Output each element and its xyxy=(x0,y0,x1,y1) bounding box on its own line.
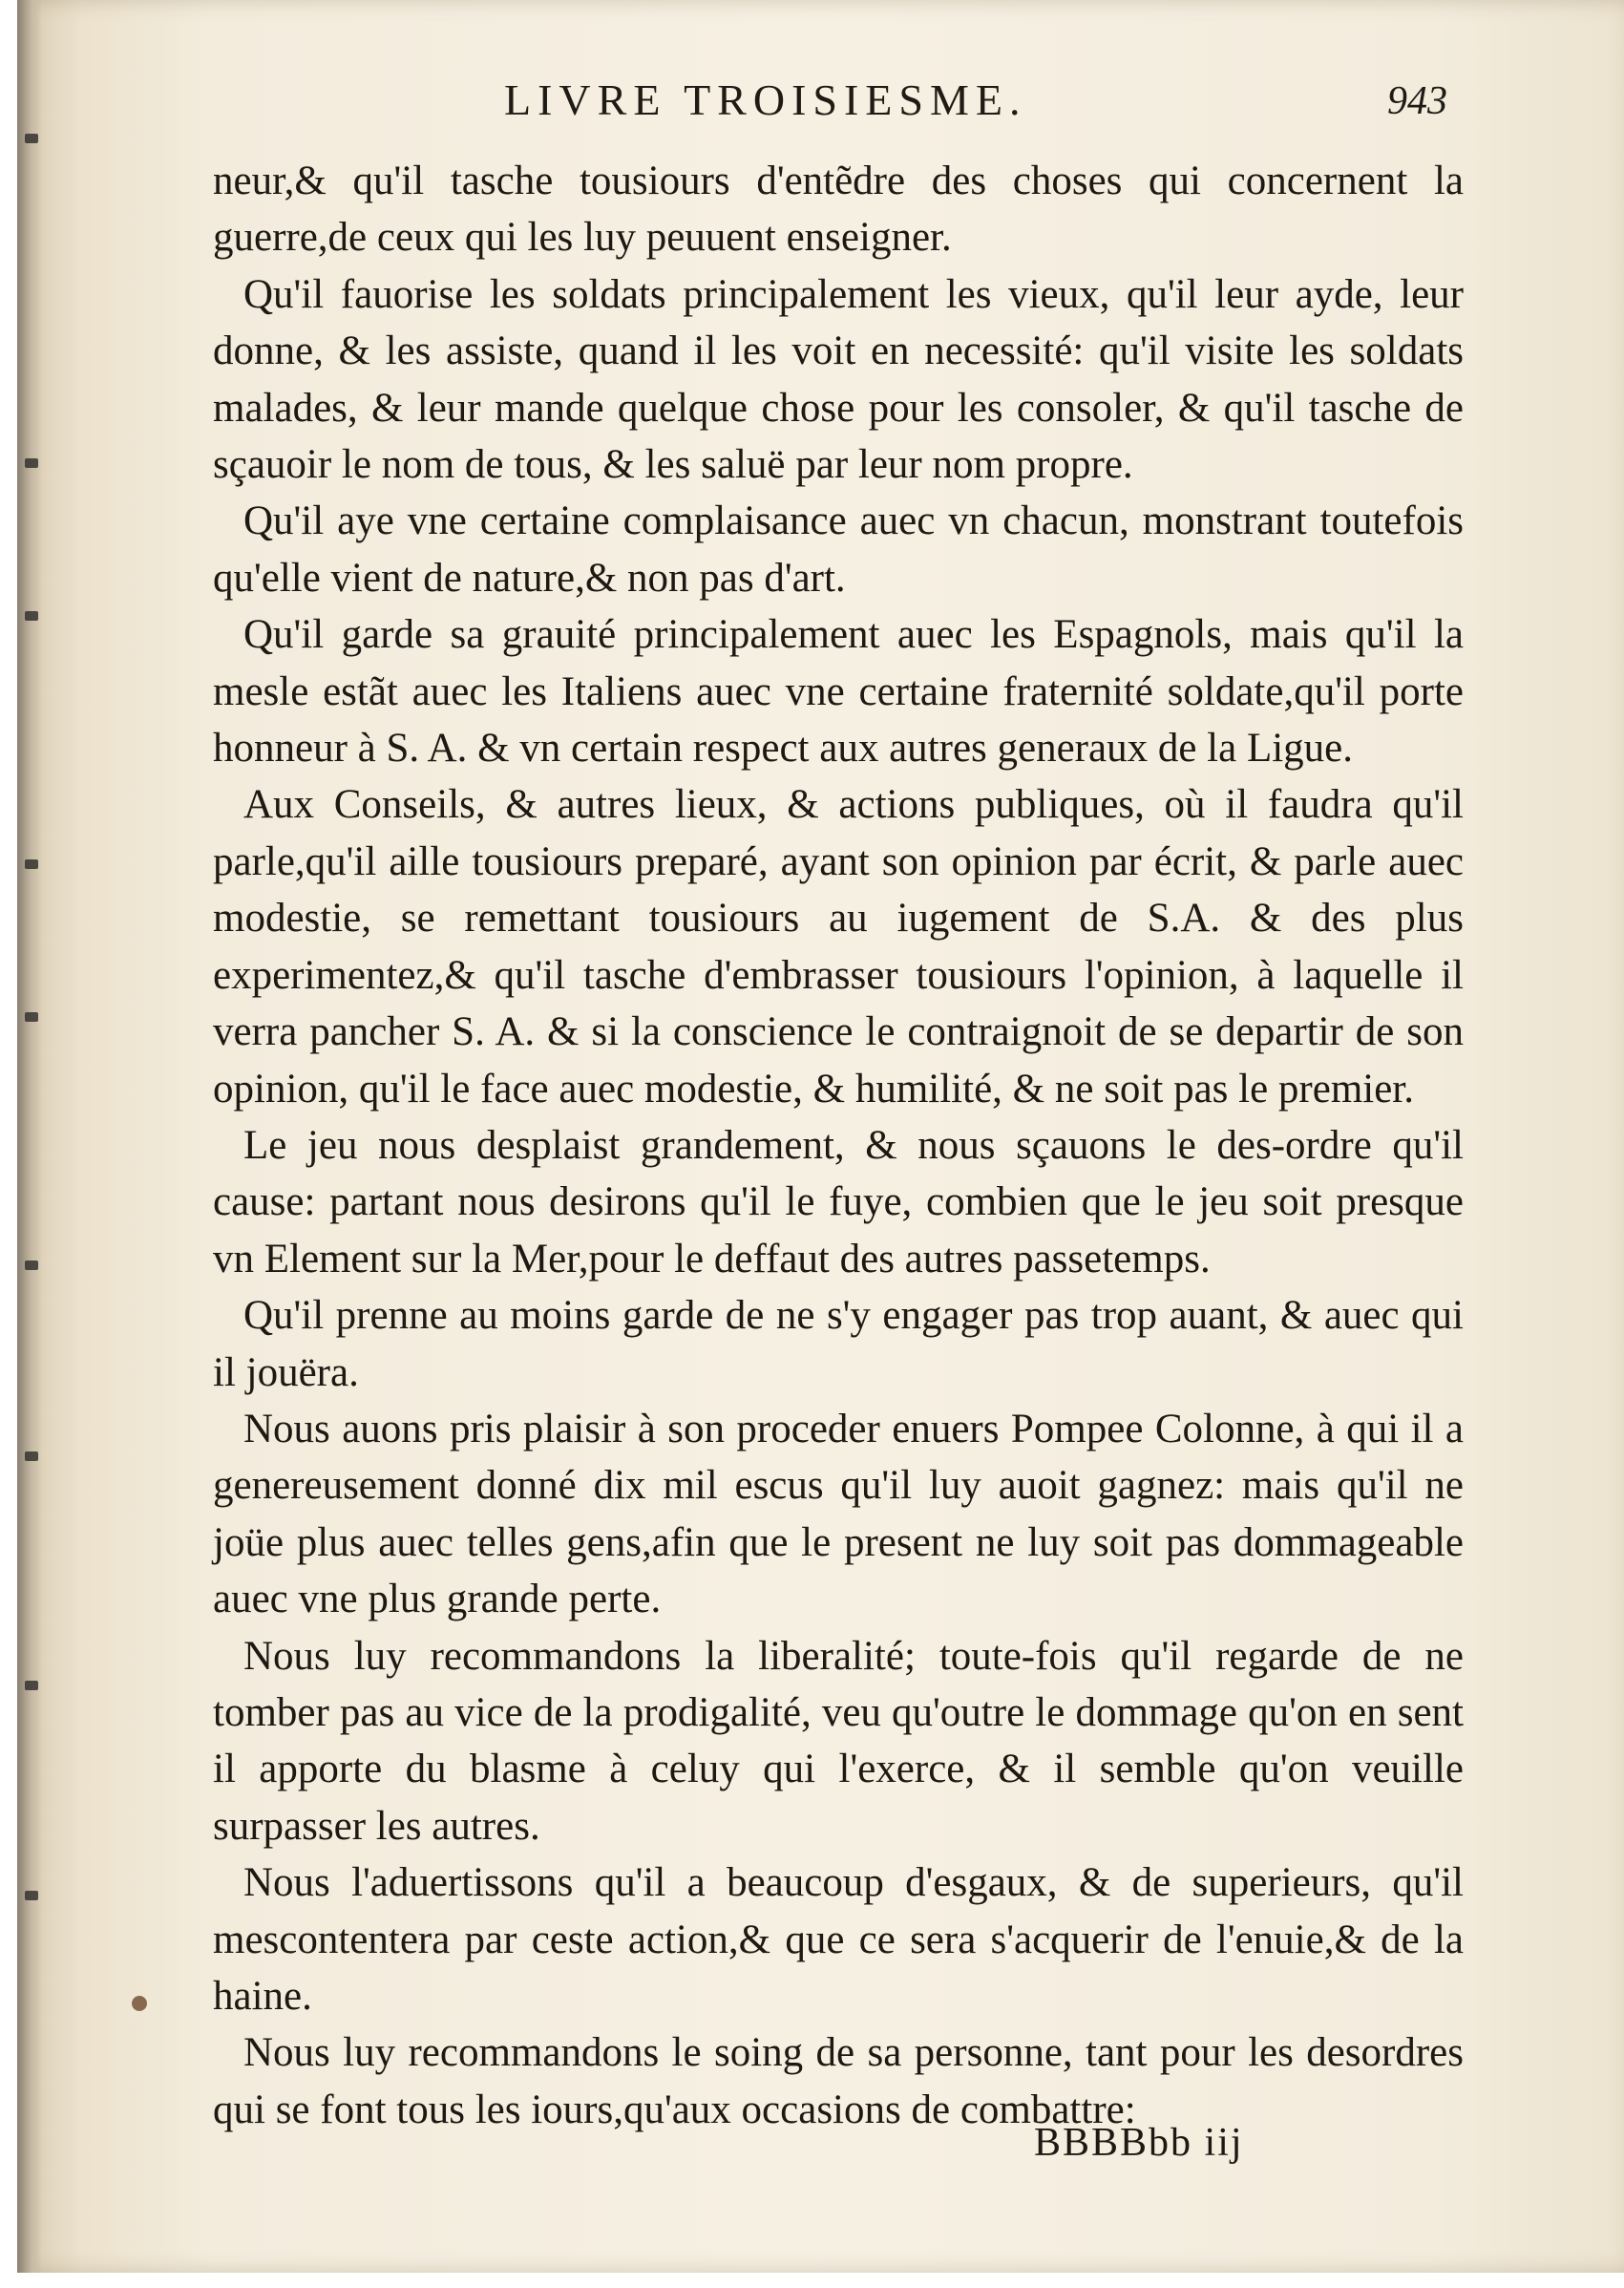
gutter-mark xyxy=(25,859,38,869)
paragraph: Qu'il garde sa grauité principalement auec les Espagnols, mais qu'il la mesle estãt auec les Italiens auec vne certaine fraternité soldate,qu'il porte honneur à S. A. & vn certain respect aux autres generaux de la Ligue. xyxy=(213,612,1464,772)
gutter-mark xyxy=(25,611,38,621)
gutter-mark xyxy=(25,1891,38,1900)
paragraph: Nous auons pris plaisir à son proceder enuers Pompee Colonne, à qui il a genereusement donné dix mil escus qu'il luy auoit gagnez: mais qu'il ne joüe plus auec telles gens,afin que le present ne luy soit pas dommageable auec vne plus grande perte. xyxy=(213,1406,1464,1622)
gutter-mark xyxy=(25,1451,38,1461)
book-page xyxy=(17,0,1624,2273)
paragraph: Qu'il fauorise les soldats principalement les vieux, qu'il leur ayde, leur donne, & les assiste, quand il les voit en necessité: qu'il visite les soldats malades, & leur mande quelque chose pour les consoler, & qu'il tasche de sçauoir le nom de tous, & les saluë par leur nom propre. xyxy=(213,271,1464,488)
ink-stain xyxy=(132,1996,147,2011)
paragraph: Nous l'aduertissons qu'il a beaucoup d'esgaux, & de superieurs, qu'il mescontentera par ceste action,& que ce sera s'acquerir de l'enuie,& de la haine. xyxy=(213,1860,1464,2019)
body-text xyxy=(213,153,1464,2138)
paragraph: Nous luy recommandons le soing de sa personne, tant pour les desordres qui se font tous les iours,qu'aux occasions de combattre: xyxy=(213,2030,1464,2132)
paragraph: Qu'il prenne au moins garde de ne s'y engager pas trop auant, & auec qui il jouëra. xyxy=(213,1293,1464,1395)
running-head: LIVRE TROISIESME. xyxy=(504,75,1027,124)
gutter-mark xyxy=(25,458,38,468)
signature-mark: BBBBbb iij xyxy=(1034,2121,1244,2165)
paragraph: neur,& qu'il tasche tousiours d'entẽdre des choses qui concernent la guerre,de ceux qui les luy peuuent enseigner. xyxy=(213,159,1464,261)
gutter-mark xyxy=(25,1261,38,1270)
page-number: 943 xyxy=(1387,79,1447,123)
gutter-mark xyxy=(25,1681,38,1690)
page-gutter xyxy=(17,0,42,2273)
gutter-mark xyxy=(25,1012,38,1022)
paragraph: Qu'il aye vne certaine complaisance auec vn chacun, monstrant toutefois qu'elle vient de nature,& non pas d'art. xyxy=(213,498,1464,601)
paragraph: Nous luy recommandons la liberalité; toute-fois qu'il regarde de ne tomber pas au vice de la prodigalité, veu qu'outre le dommage qu'on en sent il apporte du blasme à celuy qui l'exerce, & il semble qu'on veuille surpasser les autres. xyxy=(213,1633,1464,1849)
paragraph: Le jeu nous desplaist grandement, & nous sçauons le des-ordre qu'il cause: partant nous desirons qu'il le fuye, combien que le jeu soit presque vn Element sur la Mer,pour le deffaut des autres passetemps. xyxy=(213,1122,1464,1282)
paragraph: Aux Conseils, & autres lieux, & actions publiques, où il faudra qu'il parle,qu'il aille tousiours preparé, ayant son opinion par écrit, & parle auec modestie, se remettant tousiours au iugement de S.A. & des plus experimentez,& qu'il tasche d'embrasser tousiours l'opinion, à laquelle il verra pancher S. A. & si la conscience le contraignoit de se departir de son opinion, qu'il le face auec modestie, & humilité, & ne soit pas le premier. xyxy=(213,782,1464,1112)
page-header xyxy=(17,74,1624,151)
